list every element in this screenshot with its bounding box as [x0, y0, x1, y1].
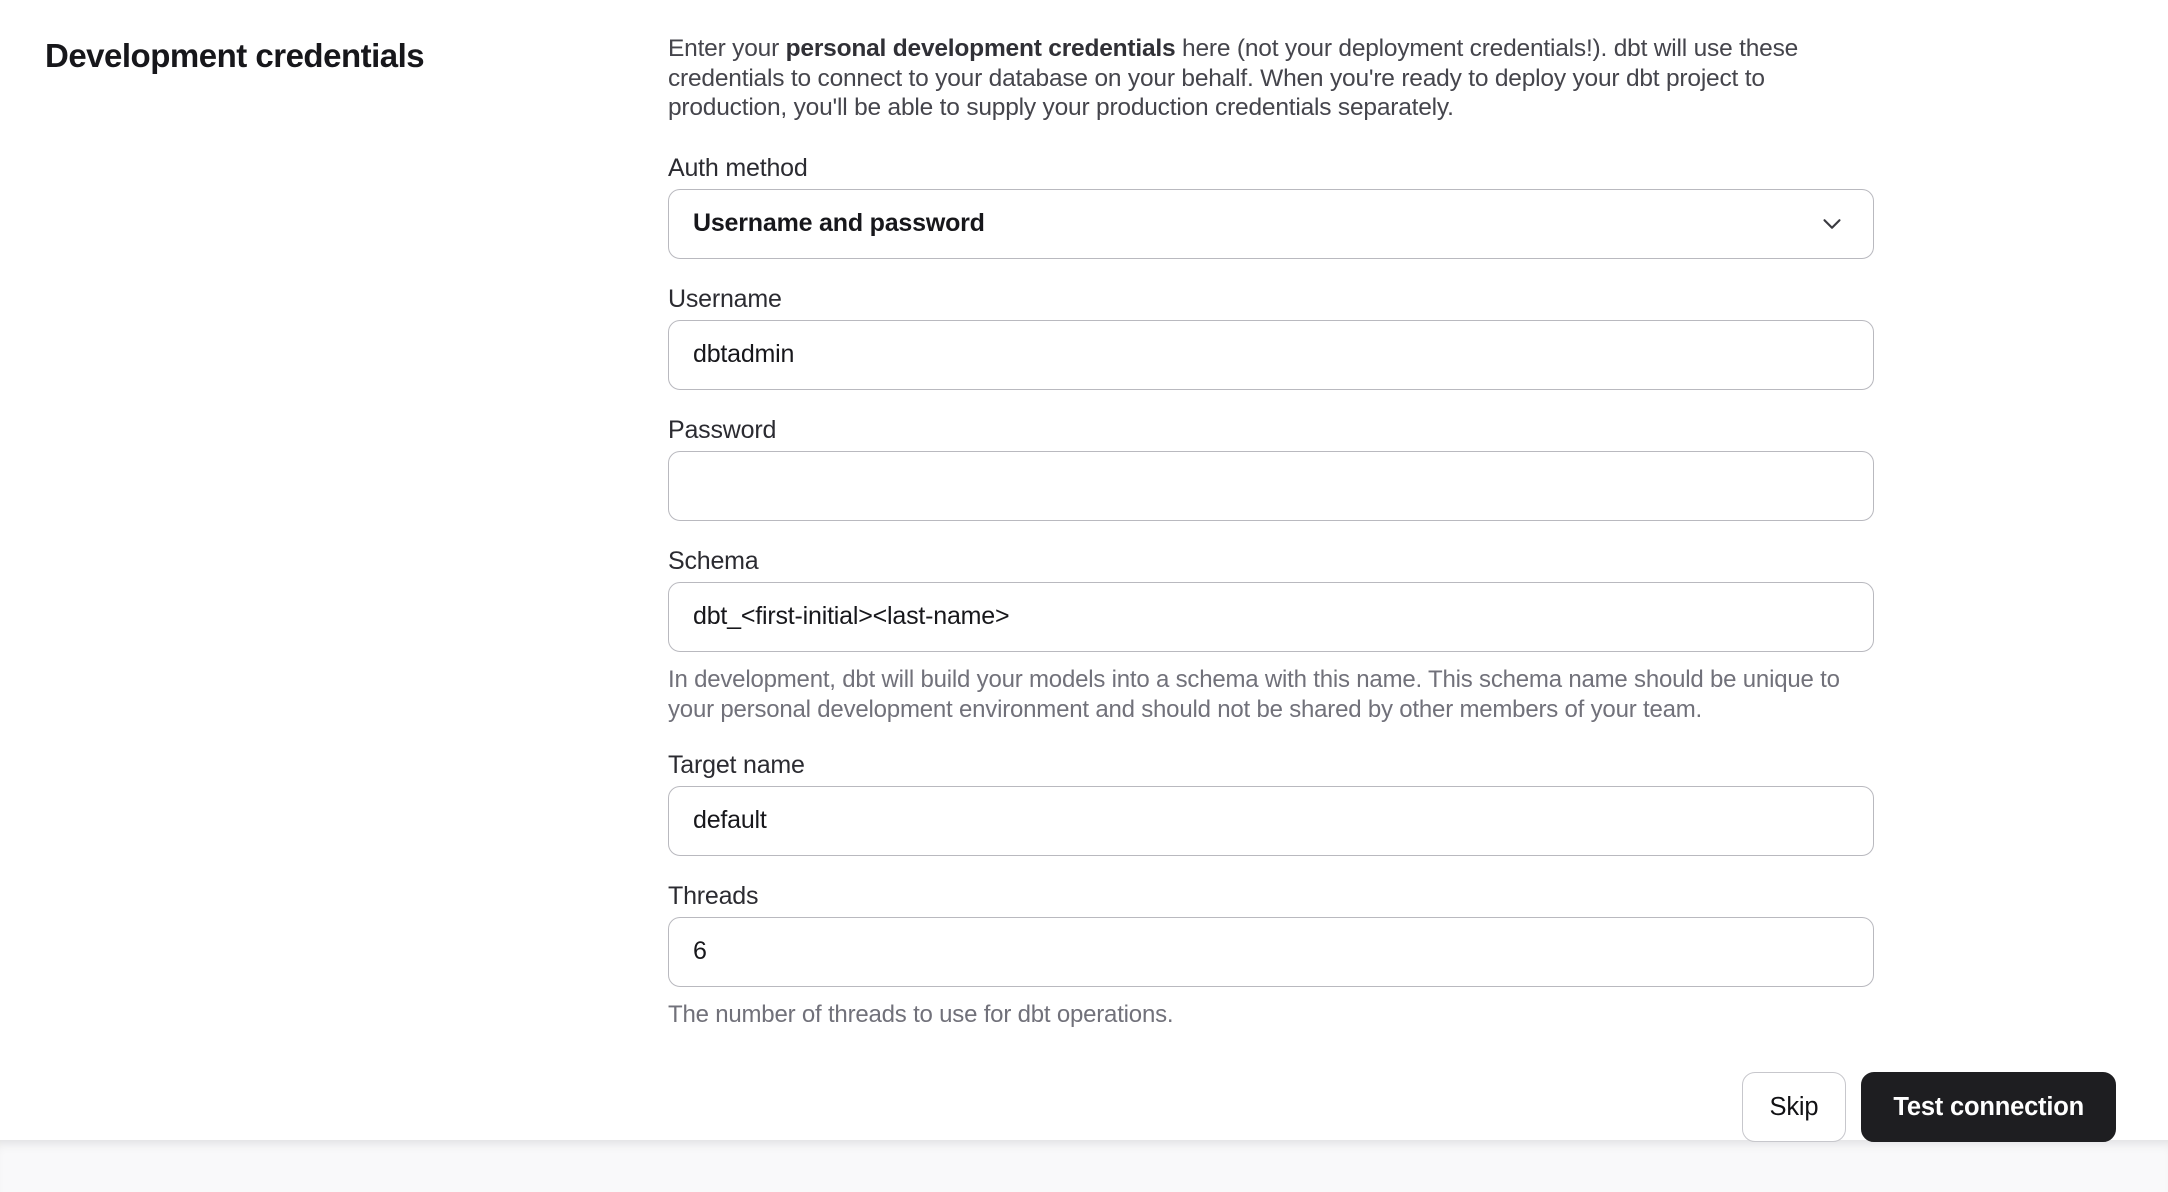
schema-field-group — [668, 548, 1874, 725]
threads-field-group — [668, 883, 1874, 1030]
bottom-gradient-band — [0, 1140, 2168, 1192]
schema-helper-text: In development, dbt will build your models into a schema with this name. This schema name should be unique to your personal development environment and should not be shared by other members of your team. — [668, 665, 1840, 723]
auth-method-selected-value: Username and password — [693, 209, 985, 237]
username-input[interactable] — [668, 320, 1874, 390]
page-title: Development credentials — [45, 37, 425, 74]
chevron-down-icon — [1817, 209, 1847, 239]
skip-button[interactable]: Skip — [1742, 1072, 1847, 1142]
target-name-input[interactable] — [668, 786, 1874, 856]
target-name-label: Target name — [668, 750, 805, 779]
description-text — [668, 34, 1848, 123]
threads-helper-text: The number of threads to use for dbt operations. — [668, 1000, 1174, 1028]
credentials-form — [668, 34, 1874, 1057]
username-field-group — [668, 286, 1874, 390]
target-name-field-group — [668, 752, 1874, 856]
test-connection-button[interactable]: Test connection — [1861, 1072, 2116, 1142]
password-label: Password — [668, 415, 777, 444]
auth-method-label: Auth method — [668, 153, 808, 182]
section-heading-column — [45, 36, 625, 76]
threads-label: Threads — [668, 881, 759, 910]
username-label: Username — [668, 284, 782, 313]
footer-actions — [1742, 1072, 2116, 1142]
password-field-group — [668, 417, 1874, 521]
description-prefix: Enter your — [668, 35, 786, 62]
auth-method-select[interactable] — [668, 189, 1874, 259]
schema-label: Schema — [668, 546, 759, 575]
auth-method-field-group — [668, 155, 1874, 259]
schema-input[interactable] — [668, 582, 1874, 652]
description-suffix: here (not your deployment credentials!). dbt will use these credentials to connect to your database on your behalf. When you're ready to deploy your dbt project to production, you'll be able to supply your production credentials separately. — [668, 35, 1799, 121]
password-input[interactable] — [668, 451, 1874, 521]
threads-input[interactable] — [668, 917, 1874, 987]
description-bold: personal development credentials — [785, 35, 1176, 62]
